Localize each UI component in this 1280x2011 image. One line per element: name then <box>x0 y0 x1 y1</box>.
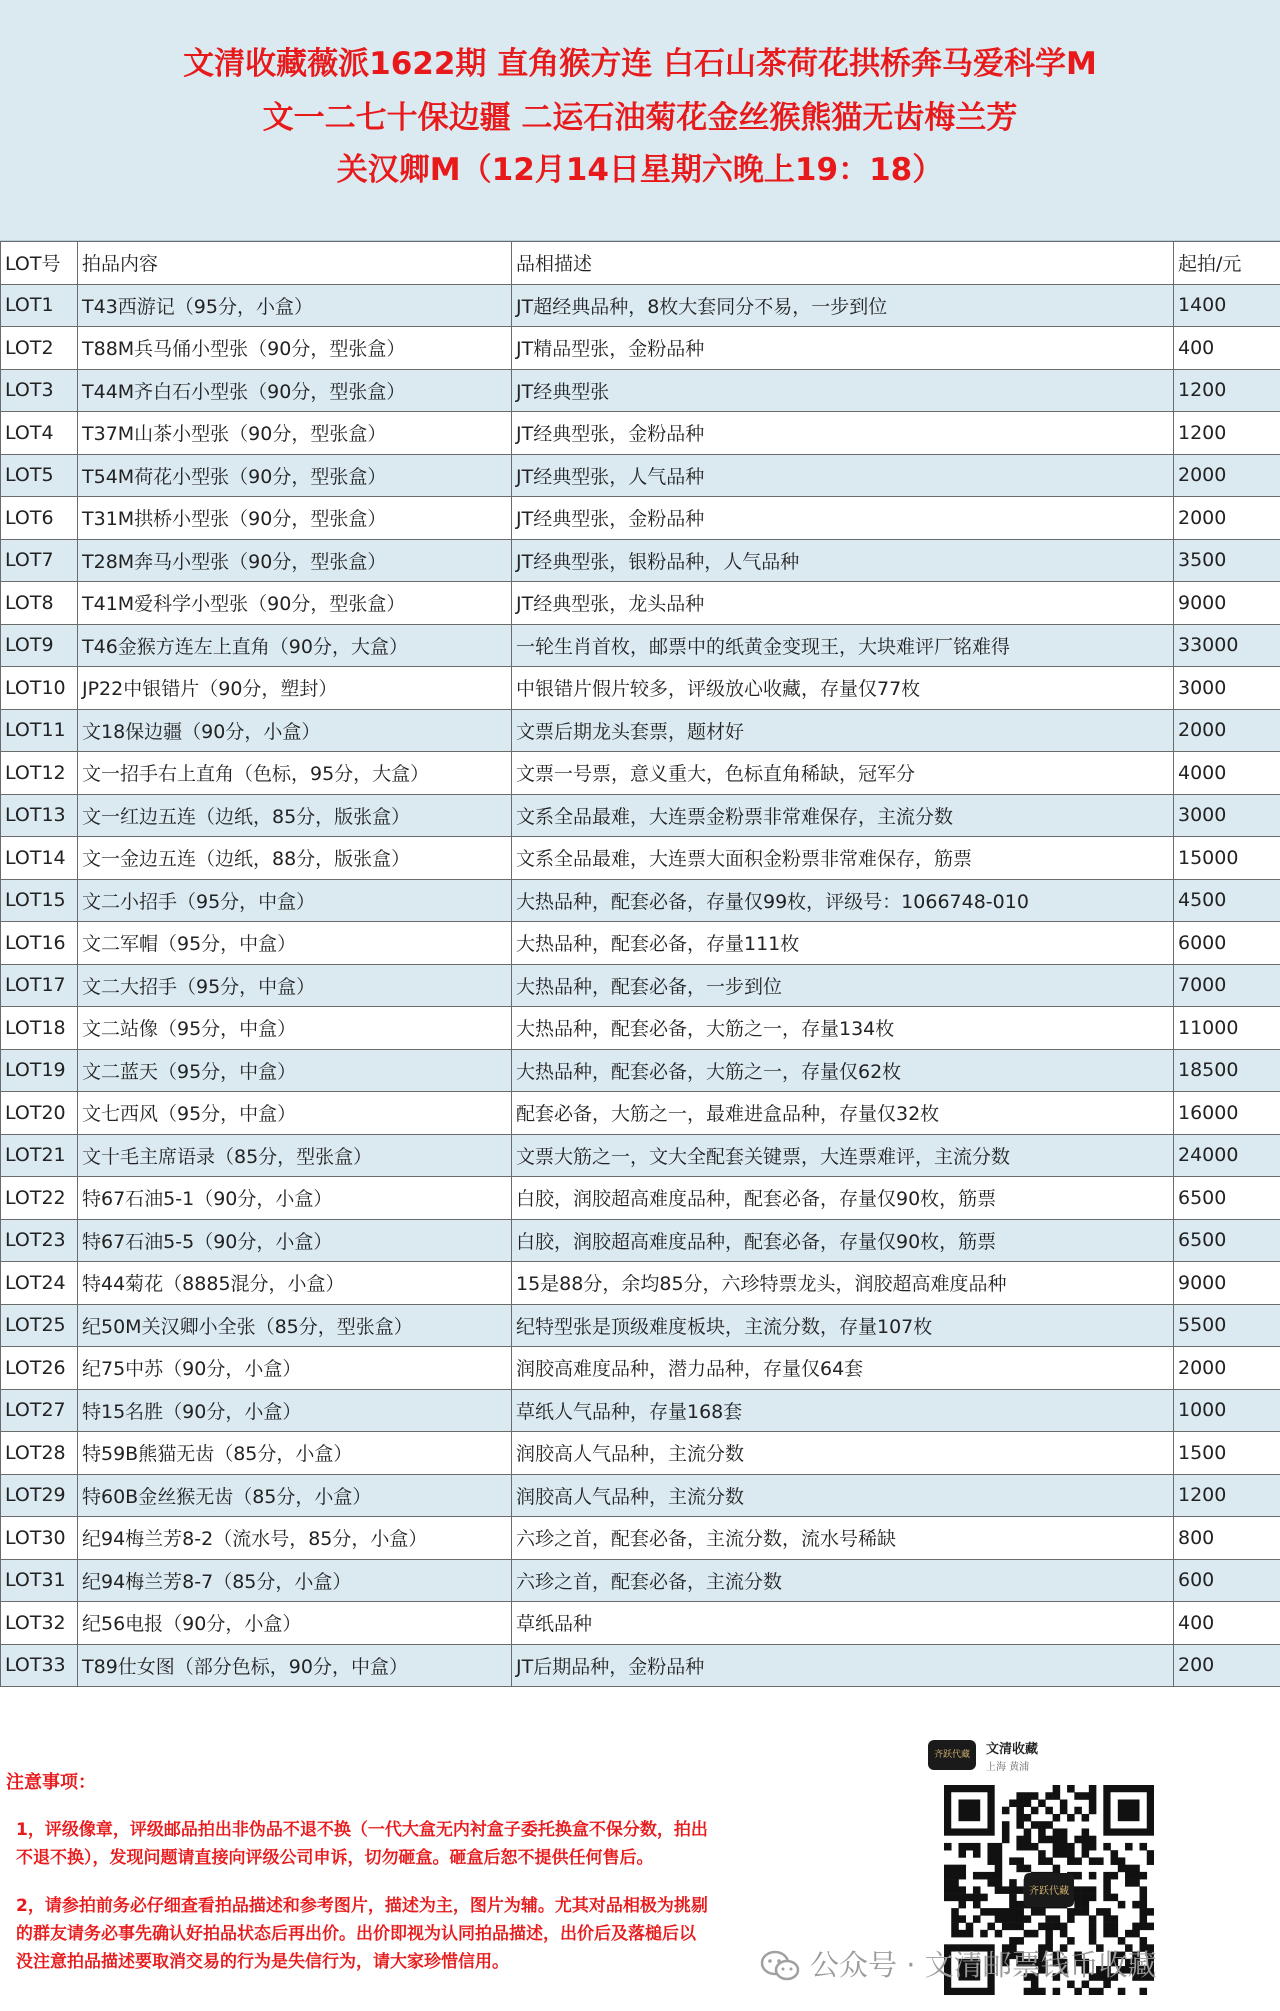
header-condition: 品相描述 <box>512 242 1174 285</box>
table-row <box>1 794 1280 837</box>
item-content: T37M山茶小型张（90分，型张盒） <box>78 412 512 455</box>
table-row <box>1 1304 1280 1347</box>
lot-number: LOT10 <box>1 667 78 710</box>
brand-logo: 齐跃代藏 <box>928 1740 976 1770</box>
lot-number: LOT5 <box>1 454 78 497</box>
table-row <box>1 624 1280 667</box>
lot-number: LOT23 <box>1 1219 78 1262</box>
table-row <box>1 879 1280 922</box>
item-content: T88M兵马俑小型张（90分，型张盒） <box>78 327 512 370</box>
lot-number: LOT2 <box>1 327 78 370</box>
table-row <box>1 1559 1280 1602</box>
condition-description: 文票后期龙头套票，题材好 <box>512 709 1174 752</box>
condition-description: 六珍之首，配套必备，主流分数 <box>512 1559 1174 1602</box>
table-row <box>1 667 1280 710</box>
item-content: 特67石油5-5（90分，小盒） <box>78 1219 512 1262</box>
item-content: 文二站像（95分，中盒） <box>78 1007 512 1050</box>
item-content: 文七西风（95分，中盒） <box>78 1092 512 1135</box>
table-row <box>1 1092 1280 1135</box>
condition-description: 文票一号票，意义重大，色标直角稀缺，冠军分 <box>512 752 1174 795</box>
start-price: 4500 <box>1174 879 1280 922</box>
item-content: 特59B熊猫无齿（85分，小盒） <box>78 1432 512 1475</box>
start-price: 2000 <box>1174 1347 1280 1390</box>
start-price: 18500 <box>1174 1049 1280 1092</box>
start-price: 600 <box>1174 1559 1280 1602</box>
start-price: 1000 <box>1174 1389 1280 1432</box>
wechat-account-label: 公众号 · 文清邮票钱币收藏 <box>810 1948 1157 1982</box>
table-row <box>1 327 1280 370</box>
start-price: 3500 <box>1174 539 1280 582</box>
start-price: 800 <box>1174 1517 1280 1560</box>
header-lot-no: LOT号 <box>1 242 78 285</box>
item-content: 文一招手右上直角（色标，95分，大盒） <box>78 752 512 795</box>
lot-number: LOT15 <box>1 879 78 922</box>
lot-number: LOT12 <box>1 752 78 795</box>
condition-description: 润胶高人气品种，主流分数 <box>512 1432 1174 1475</box>
table-row <box>1 1602 1280 1645</box>
start-price: 11000 <box>1174 1007 1280 1050</box>
condition-description: 白胶，润胶超高难度品种，配套必备，存量仅90枚，筋票 <box>512 1177 1174 1220</box>
start-price: 400 <box>1174 327 1280 370</box>
condition-description: 15是88分，余均85分，六珍特票龙头，润胶超高难度品种 <box>512 1262 1174 1305</box>
item-content: 纪94梅兰芳8-7（85分，小盒） <box>78 1559 512 1602</box>
condition-description: 六珍之首，配套必备，主流分数，流水号稀缺 <box>512 1517 1174 1560</box>
start-price: 6000 <box>1174 922 1280 965</box>
start-price: 1400 <box>1174 284 1280 327</box>
title-line-1: 文清收藏薇派1622期 直角猴方连 白石山茶荷花拱桥奔马爱科学M <box>183 46 1097 82</box>
note-1-line-1: 1，评级像章，评级邮品拍出非伪品不退不换（一代大盒无内衬盒子委托换盒不保分数，拍出 <box>16 1820 708 1840</box>
item-content: 特67石油5-1（90分，小盒） <box>78 1177 512 1220</box>
lot-number: LOT9 <box>1 624 78 667</box>
table-row <box>1 1219 1280 1262</box>
title-line-3: 关汉卿M（12月14日星期六晚上19：18） <box>336 152 944 188</box>
condition-description: 纪特型张是顶级难度板块，主流分数，存量107枚 <box>512 1304 1174 1347</box>
item-content: 特60B金丝猴无齿（85分，小盒） <box>78 1474 512 1517</box>
notes-title: 注意事项： <box>6 1772 96 1793</box>
lot-number: LOT4 <box>1 412 78 455</box>
brand-location: 上海 黄浦 <box>986 1762 1030 1773</box>
start-price: 7000 <box>1174 964 1280 1007</box>
item-content: T41M爱科学小型张（90分，型张盒） <box>78 582 512 625</box>
table-row <box>1 1177 1280 1220</box>
start-price: 2000 <box>1174 709 1280 752</box>
table-row <box>1 922 1280 965</box>
brand-name: 文清收藏 <box>986 1742 1039 1757</box>
item-content: 文十毛主席语录（85分，型张盒） <box>78 1134 512 1177</box>
lot-number: LOT6 <box>1 497 78 540</box>
table-row <box>1 454 1280 497</box>
note-2-line-3: 没注意拍品描述要取消交易的行为是失信行为，请大家珍惜信用。 <box>16 1952 509 1972</box>
lot-number: LOT26 <box>1 1347 78 1390</box>
lot-number: LOT13 <box>1 794 78 837</box>
start-price: 9000 <box>1174 582 1280 625</box>
condition-description: 文系全品最难，大连票大面积金粉票非常难保存，筋票 <box>512 837 1174 880</box>
notes-section <box>0 1712 880 2011</box>
start-price: 6500 <box>1174 1219 1280 1262</box>
lot-number: LOT16 <box>1 922 78 965</box>
item-content: 文一金边五连（边纸，88分，版张盒） <box>78 837 512 880</box>
condition-description: JT经典型张，金粉品种 <box>512 412 1174 455</box>
lot-number: LOT3 <box>1 369 78 412</box>
table-row <box>1 752 1280 795</box>
header-item-content: 拍品内容 <box>78 242 512 285</box>
start-price: 15000 <box>1174 837 1280 880</box>
lot-number: LOT20 <box>1 1092 78 1135</box>
table-row <box>1 1347 1280 1390</box>
item-content: 文二大招手（95分，中盒） <box>78 964 512 1007</box>
page-header <box>0 0 1280 241</box>
lot-number: LOT17 <box>1 964 78 1007</box>
lot-number: LOT19 <box>1 1049 78 1092</box>
table-row <box>1 497 1280 540</box>
wechat-icon <box>760 1949 800 1983</box>
table-row <box>1 1644 1280 1687</box>
item-content: 文二小招手（95分，中盒） <box>78 879 512 922</box>
condition-description: JT经典型张，人气品种 <box>512 454 1174 497</box>
condition-description: JT经典型张 <box>512 369 1174 412</box>
header-start-price: 起拍/元 <box>1174 242 1280 285</box>
lot-number: LOT22 <box>1 1177 78 1220</box>
start-price: 200 <box>1174 1644 1280 1687</box>
condition-description: JT后期品种，金粉品种 <box>512 1644 1174 1687</box>
table-row <box>1 709 1280 752</box>
start-price: 2000 <box>1174 454 1280 497</box>
start-price: 1200 <box>1174 1474 1280 1517</box>
item-content: 文二蓝天（95分，中盒） <box>78 1049 512 1092</box>
condition-description: 大热品种，配套必备，存量仅99枚，评级号：1066748-010 <box>512 879 1174 922</box>
condition-description: 一轮生肖首枚，邮票中的纸黄金变现王，大块难评厂铭难得 <box>512 624 1174 667</box>
table-row <box>1 1517 1280 1560</box>
start-price: 24000 <box>1174 1134 1280 1177</box>
item-content: T89仕女图（部分色标，90分，中盒） <box>78 1644 512 1687</box>
lot-table <box>0 241 1280 1687</box>
lot-number: LOT27 <box>1 1389 78 1432</box>
lot-number: LOT18 <box>1 1007 78 1050</box>
condition-description: JT超经典品种，8枚大套同分不易，一步到位 <box>512 284 1174 327</box>
lot-number: LOT29 <box>1 1474 78 1517</box>
start-price: 3000 <box>1174 667 1280 710</box>
lot-number: LOT21 <box>1 1134 78 1177</box>
item-content: JP22中银错片（90分，塑封） <box>78 667 512 710</box>
table-row <box>1 284 1280 327</box>
table-row <box>1 1049 1280 1092</box>
condition-description: 润胶高难度品种，潜力品种，存量仅64套 <box>512 1347 1174 1390</box>
condition-description: 大热品种，配套必备，一步到位 <box>512 964 1174 1007</box>
item-content: 文二军帽（95分，中盒） <box>78 922 512 965</box>
lot-number: LOT8 <box>1 582 78 625</box>
table-row <box>1 539 1280 582</box>
condition-description: 配套必备，大筋之一，最难进盒品种，存量仅32枚 <box>512 1092 1174 1135</box>
item-content: T31M拱桥小型张（90分，型张盒） <box>78 497 512 540</box>
table-row <box>1 369 1280 412</box>
table-row <box>1 1389 1280 1432</box>
start-price: 1200 <box>1174 412 1280 455</box>
note-2-line-2: 的群友请务必事先确认好拍品状态后再出价。出价即视为认同拍品描述，出价后及落槌后以 <box>16 1924 696 1944</box>
condition-description: 草纸人气品种，存量168套 <box>512 1389 1174 1432</box>
condition-description: 文票大筋之一，文大全配套关键票，大连票难评，主流分数 <box>512 1134 1174 1177</box>
start-price: 33000 <box>1174 624 1280 667</box>
condition-description: JT精品型张，金粉品种 <box>512 327 1174 370</box>
lot-number: LOT11 <box>1 709 78 752</box>
note-1-line-2: 不退不换），发现问题请直接向评级公司申诉，切勿砸盒。砸盒后恕不提供任何售后。 <box>16 1848 654 1868</box>
item-content: T43西游记（95分，小盒） <box>78 284 512 327</box>
item-content: 文一红边五连（边纸，85分，版张盒） <box>78 794 512 837</box>
condition-description: JT经典型张，银粉品种，人气品种 <box>512 539 1174 582</box>
qr-center-logo: 齐跃代藏 <box>1029 1886 1069 1897</box>
table-row <box>1 582 1280 625</box>
wechat-footer <box>760 1945 1280 1985</box>
table-row <box>1 1134 1280 1177</box>
item-content: 文18保边疆（90分，小盒） <box>78 709 512 752</box>
condition-description: JT经典型张，金粉品种 <box>512 497 1174 540</box>
condition-description: 大热品种，配套必备，存量111枚 <box>512 922 1174 965</box>
brand-card <box>928 1738 1108 1778</box>
item-content: 特44菊花（8885混分，小盒） <box>78 1262 512 1305</box>
table-row <box>1 1007 1280 1050</box>
lot-number: LOT24 <box>1 1262 78 1305</box>
condition-description: 润胶高人气品种，主流分数 <box>512 1474 1174 1517</box>
condition-description: 草纸品种 <box>512 1602 1174 1645</box>
table-row <box>1 412 1280 455</box>
table-row <box>1 964 1280 1007</box>
condition-description: JT经典型张，龙头品种 <box>512 582 1174 625</box>
item-content: 纪94梅兰芳8-2（流水号，85分，小盒） <box>78 1517 512 1560</box>
start-price: 1500 <box>1174 1432 1280 1475</box>
table-row <box>1 1432 1280 1475</box>
item-content: T54M荷花小型张（90分，型张盒） <box>78 454 512 497</box>
table-header-row <box>1 242 1280 285</box>
start-price: 16000 <box>1174 1092 1280 1135</box>
lot-table-body <box>1 284 1280 1687</box>
condition-description: 大热品种，配套必备，大筋之一，存量134枚 <box>512 1007 1174 1050</box>
start-price: 2000 <box>1174 497 1280 540</box>
start-price: 5500 <box>1174 1304 1280 1347</box>
item-content: T44M齐白石小型张（90分，型张盒） <box>78 369 512 412</box>
start-price: 9000 <box>1174 1262 1280 1305</box>
item-content: 纪75中苏（90分，小盒） <box>78 1347 512 1390</box>
note-2-line-1: 2，请参拍前务必仔细查看拍品描述和参考图片，描述为主，图片为辅。尤其对品相极为挑剔 <box>16 1896 708 1916</box>
lot-number: LOT1 <box>1 284 78 327</box>
table-row <box>1 1474 1280 1517</box>
lot-number: LOT28 <box>1 1432 78 1475</box>
title-line-2: 文一二七十保边疆 二运石油菊花金丝猴熊猫无齿梅兰芳 <box>262 100 1018 136</box>
start-price: 1200 <box>1174 369 1280 412</box>
lot-number: LOT33 <box>1 1644 78 1687</box>
table-row <box>1 1262 1280 1305</box>
lot-number: LOT30 <box>1 1517 78 1560</box>
lot-number: LOT32 <box>1 1602 78 1645</box>
table-row <box>1 837 1280 880</box>
item-content: 纪56电报（90分，小盒） <box>78 1602 512 1645</box>
lot-number: LOT25 <box>1 1304 78 1347</box>
condition-description: 中银错片假片较多，评级放心收藏，存量仅77枚 <box>512 667 1174 710</box>
item-content: 特15名胜（90分，小盒） <box>78 1389 512 1432</box>
item-content: T46金猴方连左上直角（90分，大盒） <box>78 624 512 667</box>
start-price: 4000 <box>1174 752 1280 795</box>
condition-description: 大热品种，配套必备，大筋之一，存量仅62枚 <box>512 1049 1174 1092</box>
lot-number: LOT7 <box>1 539 78 582</box>
condition-description: 文系全品最难，大连票金粉票非常难保存，主流分数 <box>512 794 1174 837</box>
item-content: T28M奔马小型张（90分，型张盒） <box>78 539 512 582</box>
lot-number: LOT31 <box>1 1559 78 1602</box>
start-price: 3000 <box>1174 794 1280 837</box>
item-content: 纪50M关汉卿小全张（85分，型张盒） <box>78 1304 512 1347</box>
start-price: 400 <box>1174 1602 1280 1645</box>
condition-description: 白胶，润胶超高难度品种，配套必备，存量仅90枚，筋票 <box>512 1219 1174 1262</box>
lot-number: LOT14 <box>1 837 78 880</box>
start-price: 6500 <box>1174 1177 1280 1220</box>
